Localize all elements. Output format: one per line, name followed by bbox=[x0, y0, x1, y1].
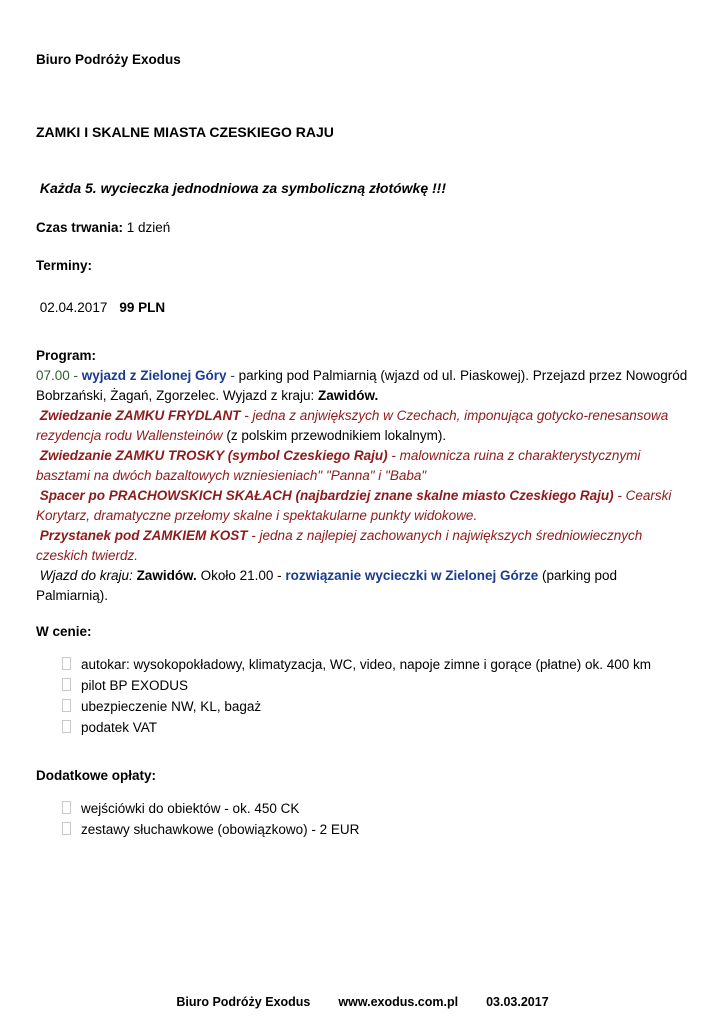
program-paragraph bbox=[36, 366, 692, 406]
missing-glyph-bullet-icon bbox=[62, 657, 71, 670]
footer-website: www.exodus.com.pl bbox=[338, 995, 459, 1009]
company-name: Biuro Podróży Exodus bbox=[36, 52, 181, 67]
text-run-plain: (parking pod Palmiarnią). bbox=[36, 568, 621, 603]
program-paragraph bbox=[36, 566, 689, 606]
text-run-red-italic: - jedna z anjwiększych w Czechach, imponująca gotycko-renesansowa rezydencja rodu Wallensteinów bbox=[36, 408, 673, 443]
missing-glyph-bullet-icon bbox=[62, 678, 71, 691]
footer-date: 03.03.2017 bbox=[486, 995, 549, 1009]
text-run-plain: Około 21.00 - bbox=[196, 568, 286, 583]
page-title: ZAMKI I SKALNE MIASTA CZESKIEGO RAJU bbox=[36, 124, 334, 140]
terms-label: Terminy: bbox=[36, 258, 93, 273]
program-paragraph bbox=[36, 446, 689, 486]
list-item-text: autokar: wysokopokładowy, klimatyzacja, WC, video, napoje zimne i gorące (płatne) ok. 400 km bbox=[81, 657, 652, 672]
text-run-plain: parking pod Palmiarnią (wjazd od ul. Piaskowej). Przejazd przez Nowogród Bobrzański, Żagań, Zgorzelec. Wyjazd z kraju: bbox=[36, 368, 692, 403]
extra-fees-list bbox=[36, 798, 689, 840]
included-list bbox=[36, 654, 689, 738]
missing-glyph-bullet-icon bbox=[62, 801, 71, 814]
duration-value: 1 dzień bbox=[123, 220, 171, 235]
text-run-red-italic: - Cearski Korytarz, dramatyczne przełomy skalne i spektakularne punkty widokowe. bbox=[36, 488, 676, 523]
duration-row bbox=[36, 218, 689, 238]
program-header-row bbox=[36, 346, 689, 366]
list-item bbox=[62, 819, 689, 840]
text-run-navy-bold: rozwiązanie wycieczki w Zielonej Górze bbox=[285, 568, 539, 583]
text-run-red-italic: - malownicza ruina z charakterystycznymi basztami na dwóch bazaltowych wzniesieniach" "Panna" i "Baba" bbox=[36, 448, 645, 483]
list-item-text: zestawy słuchawkowe (obowiązkowo) - 2 EUR bbox=[81, 822, 360, 837]
duration-label: Czas trwania: bbox=[36, 220, 124, 235]
text-run-plain: (z polskim przewodnikiem lokalnym). bbox=[222, 428, 447, 443]
term-price: 99 PLN bbox=[119, 300, 166, 315]
program-label: Program: bbox=[36, 348, 97, 363]
list-item bbox=[62, 798, 689, 819]
text-run-red-bold-italic: Zwiedzanie ZAMKU TROSKY (symbol Czeskiego Raju) bbox=[36, 448, 388, 463]
text-run-red-bold-italic: Zwiedzanie ZAMKU FRYDLANT bbox=[36, 408, 241, 423]
text-run-navy-bold: wyjazd z Zielonej Góry bbox=[81, 368, 227, 383]
missing-glyph-bullet-icon bbox=[62, 699, 71, 712]
included-section-label: W cenie: bbox=[36, 624, 92, 639]
text-run-green: 07.00 - bbox=[36, 368, 82, 383]
text-run-italic: Wjazd do kraju: bbox=[36, 568, 133, 583]
program-paragraph bbox=[36, 406, 689, 446]
text-run-navy: - bbox=[226, 368, 239, 383]
program-text bbox=[36, 366, 692, 606]
list-item-text: ubezpieczenie NW, KL, bagaż bbox=[81, 699, 262, 714]
term-date: 02.04.2017 bbox=[36, 300, 108, 315]
list-item bbox=[62, 717, 689, 738]
program-paragraph bbox=[36, 486, 689, 526]
footer-company: Biuro Podróży Exodus bbox=[176, 995, 311, 1009]
promo-line: Każda 5. wycieczka jednodniowa za symboliczną złotówkę !!! bbox=[36, 180, 446, 196]
text-run-bold: Zawidów. bbox=[318, 388, 379, 403]
list-item bbox=[62, 675, 689, 696]
list-item-text: podatek VAT bbox=[81, 720, 158, 735]
terms-row bbox=[36, 256, 689, 276]
list-item-text: wejściówki do obiektów - ok. 450 CK bbox=[81, 801, 300, 816]
missing-glyph-bullet-icon bbox=[62, 720, 71, 733]
program-paragraph bbox=[36, 526, 689, 566]
list-item-text: pilot BP EXODUS bbox=[81, 678, 189, 693]
text-run-red-bold-italic: Spacer po PRACHOWSKICH SKAŁACH (najbardziej znane skalne miasto Czeskiego Raju) bbox=[36, 488, 614, 503]
term-date-row bbox=[36, 298, 689, 318]
text-run-red-bold-italic: Przystanek pod ZAMKIEM KOST bbox=[36, 528, 248, 543]
list-item bbox=[62, 654, 689, 675]
text-run-red-italic: - jedna z najlepiej zachowanych i największych średniowiecznych czeskich twierdz. bbox=[36, 528, 647, 563]
page-footer bbox=[0, 995, 725, 1010]
extra-fees-section-label: Dodatkowe opłaty: bbox=[36, 768, 157, 783]
list-item bbox=[62, 696, 689, 717]
missing-glyph-bullet-icon bbox=[62, 822, 71, 835]
text-run-bold: Zawidów. bbox=[132, 568, 197, 583]
